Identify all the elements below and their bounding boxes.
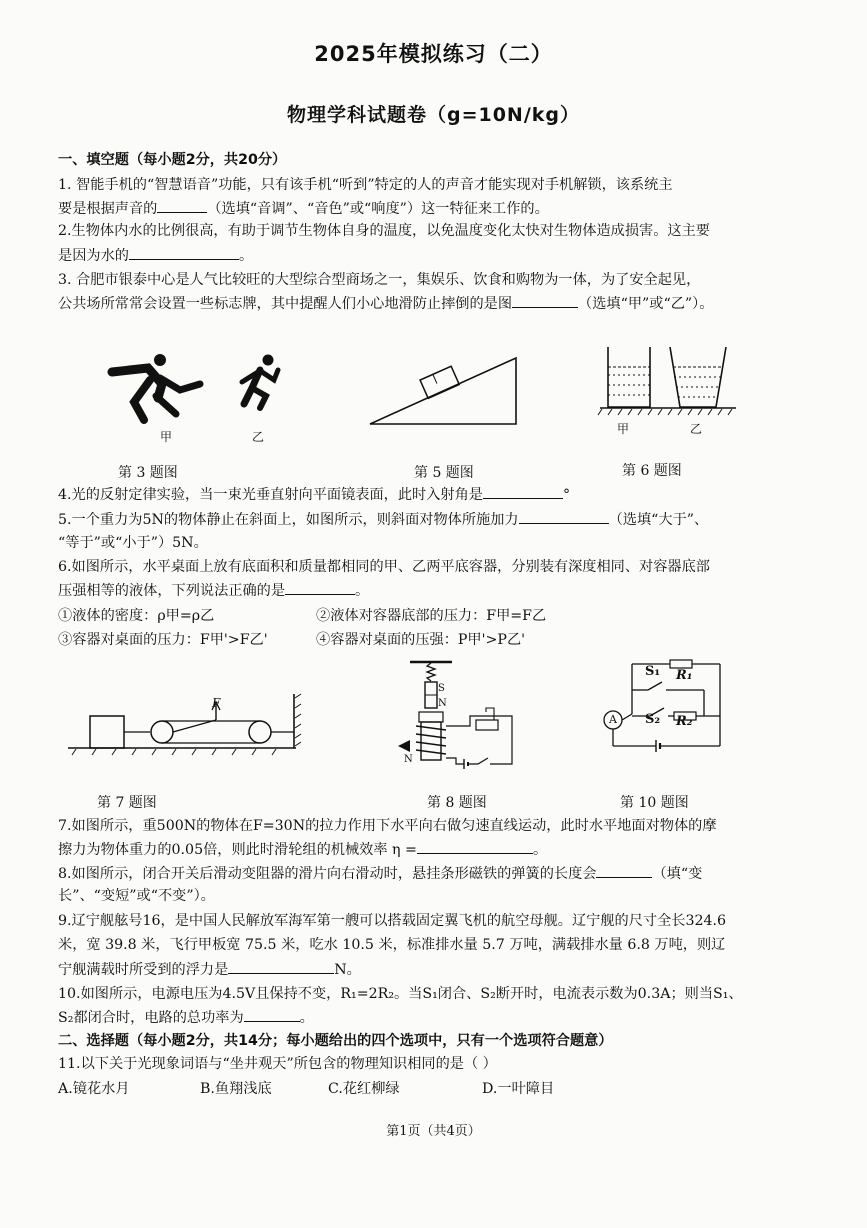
exam-title: 2025年模拟练习（二） [314,42,553,66]
fig10-r1 [670,660,692,668]
fig10-s1-label: S₁ [645,664,661,679]
fig8-rheostat [476,720,498,730]
q11-stem: 11.以下关于光现象词语与“坐井观天”所包含的物理知识相同的是（ ） [58,1056,497,1072]
q8-text-a: 8.如图所示，闭合开关后滑动变阻器的滑片向右滑动时，悬挂条形磁铁的弹簧的长度会 [58,866,597,882]
q5-line2: “等于”或“小于”）5N。 [58,535,208,551]
fig6-label-jia: 甲 [617,422,630,436]
section-2-heading: 二、选择题（每小题2分，共14分；每小题给出的四个选项中，只有一个选项符合题意） [58,1033,613,1049]
fig8-n-pole: N [438,698,447,709]
q9-answer-blank[interactable] [228,959,334,974]
fig7-fixed-pulley [249,721,271,743]
q3-line2 [58,293,818,314]
q6-option-1[interactable]: ①液体的密度：ρ甲=ρ乙 [58,608,215,624]
q6-line2 [58,580,818,601]
q1-answer-blank[interactable] [157,198,207,213]
q8-line2: 长”、“变短”或“不变”）。 [58,888,215,904]
q8-line1 [58,863,818,884]
fig10-caption: 第 10 题图 [620,795,689,811]
q4-text-a: 4.光的反射定律实验，当一束光垂直射向平面镜表面，此时入射角是 [58,487,483,503]
q9-text-b: N。 [334,962,361,978]
fig6-caption: 第 6 题图 [622,463,682,479]
q8-text-b: （填“变 [652,866,703,882]
fig5-incline [368,358,518,428]
q2-line2 [58,245,818,266]
q3-answer-blank[interactable] [512,293,578,308]
q11-option-d[interactable]: D.一叶障目 [482,1081,555,1097]
fig5-caption: 第 5 题图 [414,465,474,481]
fig8-coil [416,722,446,760]
q2-answer-blank[interactable] [129,245,239,260]
q6-option-2[interactable]: ②液体对容器底部的压力：F甲=F乙 [316,608,547,624]
fig6-container-yi [670,347,726,407]
q5-text-b: （选填“大于”、 [608,512,709,528]
q10-text-a: S₂都闭合时，电路的总功率为 [58,1010,244,1026]
fig10-r2-label: R₂ [676,714,693,729]
fig3-sign-jia-figure [112,355,200,421]
fig6-label-yi: 乙 [690,422,703,436]
q7-text-a: 擦力为物体重力的0.05倍，则此时滑轮组的机械效率 η = [58,842,417,858]
q5-answer-blank[interactable] [519,509,609,524]
q1-line1: 1. 智能手机的“智慧语音”功能，只有该手机“听到”特定的人的声音才能实现对手机解锁，该系统主 [58,177,673,193]
q9-line3 [58,959,818,980]
q10-answer-blank[interactable] [244,1007,300,1022]
q10-text-b: 。 [299,1010,314,1026]
fig10-s2-label: S₂ [645,712,661,727]
exam-subtitle: 物理学科试题卷（g=10N/kg） [286,104,581,126]
q3-line1: 3. 合肥市银泰中心是人气比较旺的大型综合型商场之一，集娱乐、饮食和购物为一体，为了安全起见， [58,272,701,288]
q4-line [58,484,818,505]
q7-text-b: 。 [532,842,548,858]
q6-option-3[interactable]: ③容器对桌面的压力：F甲'>F乙' [58,632,268,648]
q6-answer-blank[interactable] [285,580,355,595]
q10-line2 [58,1007,818,1028]
q1-text-a: 要是根据声音的 [58,201,158,217]
fig8-caption: 第 8 题图 [427,795,487,811]
q9-line2: 米，宽 39.8 米，飞行甲板宽 75.5 米，吃水 10.5 米，标准排水量 5.7 万吨，满载排水量 6.8 万吨，则辽 [58,937,726,953]
q4-answer-blank[interactable] [483,484,563,499]
fig6-container-jia [608,347,650,407]
q6-text-a: 压强相等的液体，下列说法正确的是 [58,583,286,599]
fig10-parallel-circuit [596,658,726,752]
fig7-caption: 第 7 题图 [97,795,157,811]
q11-option-b[interactable]: B.鱼翔浅底 [200,1081,272,1097]
q6-text-b: 。 [355,583,370,599]
q7-line1: 7.如图所示，重500N的物体在F=30N的拉力作用下水平向右做匀速直线运动，此时水平地面对物体的摩 [58,818,717,834]
page-number-footer: 第1页（共4页） [386,1124,481,1139]
q6-line1: 6.如图所示，水平桌面上放有底面积和质量都相同的甲、乙两平底容器，分别装有深度相同、对容器底部 [58,559,710,575]
fig3-sign-yi [232,352,287,412]
fig10-r1-label: R₁ [676,668,693,683]
q7-line2 [58,839,818,860]
q6-option-4[interactable]: ④容器对桌面的压强：P甲'>P乙' [316,632,526,648]
section-1-heading: 一、填空题（每小题2分，共20分） [58,152,287,168]
fig10-ammeter-label: A [609,713,617,726]
q2-line1: 2.生物体内水的比例很高，有助于调节生物体自身的温度，以免温度变化太快对生物体造成损害。这主要 [58,223,710,239]
q3-text-a: 公共场所常常会设置一些标志牌，其中提醒人们小心地滑防止摔倒的是图 [58,296,513,312]
fig7-movable-pulley [151,721,173,743]
q9-text-a: 宁舰满载时所受到的浮力是 [58,962,229,978]
fig7-block [90,716,124,748]
q5-text-a: 5.一个重力为5N的物体静止在斜面上，如图所示，则斜面对物体所施加力 [58,512,519,528]
fig8-compass-n: N [404,754,413,765]
q11-option-a[interactable]: A.镜花水月 [58,1081,130,1097]
q10-line1: 10.如图所示，电源电压为4.5V且保持不变，R₁=2R₂。当S₁闭合、S₂断开时，电流表示数为0.3A；则当S₁、 [58,986,743,1002]
q1-text-b: （选填“音调”、“音色”或“响度”）这一特征来工作的。 [207,201,549,217]
q2-text-a: 是因为水的 [58,248,129,264]
q1-line2 [58,198,818,219]
fig8-s-pole: S [438,683,445,694]
q9-line1: 9.辽宁舰舷号16，是中国人民解放军海军第一艘可以搭载固定翼飞机的航空母舰。辽宁舰的尺寸全长324.6 [58,913,727,929]
q4-text-b: ° [562,487,571,503]
fig3-caption: 第 3 题图 [118,465,178,481]
q2-text-b: 。 [238,248,254,264]
q11-option-c[interactable]: C.花红柳绿 [328,1081,400,1097]
q7-answer-blank[interactable] [417,839,533,854]
q5-line1 [58,509,818,530]
fig5-block [420,366,459,398]
q8-answer-blank[interactable] [596,863,652,878]
fig3-label-jia: 甲 [160,430,173,444]
fig3-slip-signs [100,350,220,430]
fig7-force-label: F [212,696,221,710]
fig6-containers [598,345,738,425]
fig3-label-yi: 乙 [252,430,265,444]
fig7-pulley-system [66,690,310,760]
q3-text-b: （选填“甲”或“乙”）。 [578,296,714,312]
